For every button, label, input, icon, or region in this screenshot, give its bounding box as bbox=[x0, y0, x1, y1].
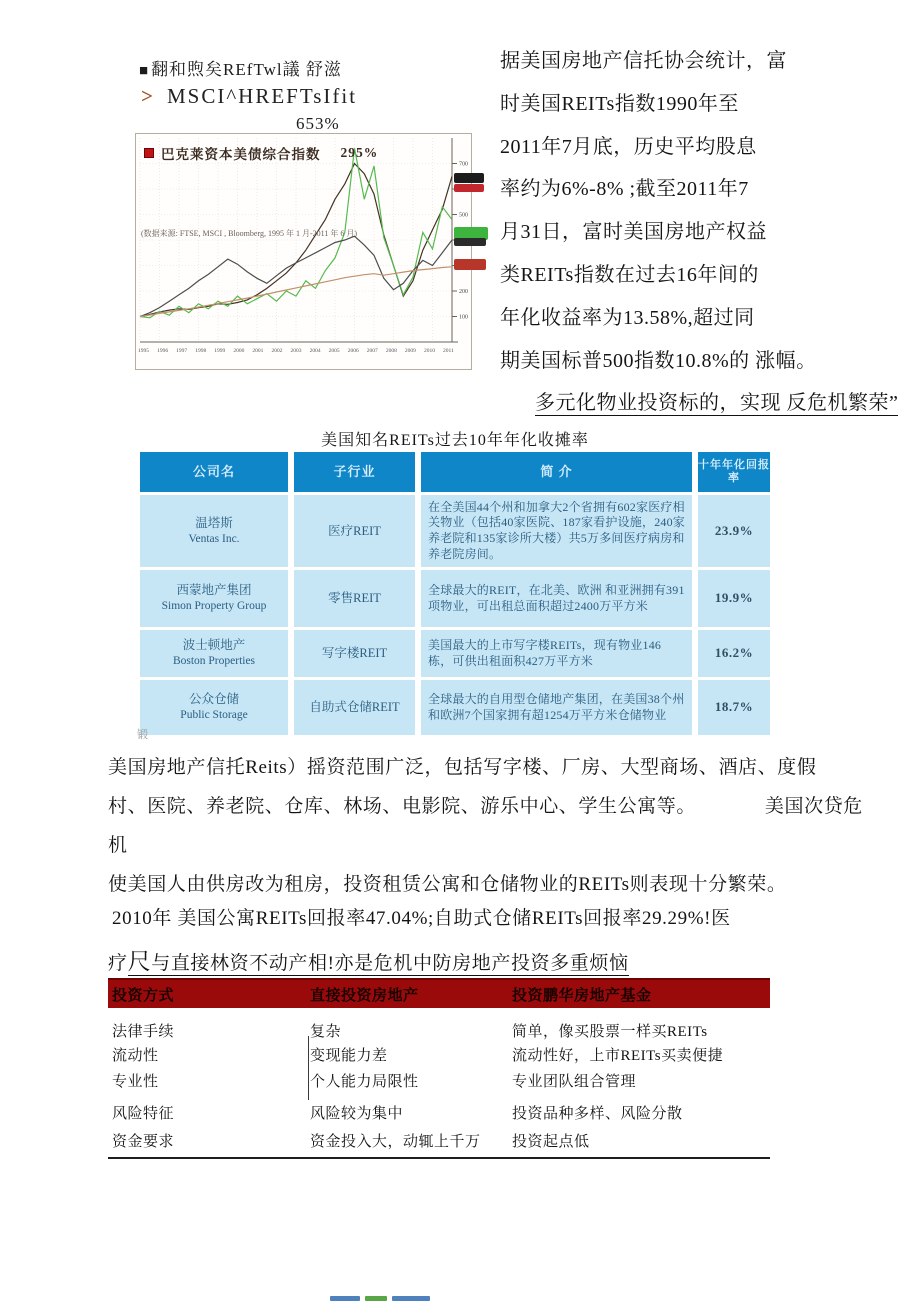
column-header: 简 介 bbox=[421, 452, 692, 492]
table-cell-return: 19.9% bbox=[698, 570, 770, 627]
text-line: 类REITs指数在过去16年间的 bbox=[500, 263, 759, 286]
table-row: 法律手续 复杂 简单，像买股票一样买REITs bbox=[112, 1024, 708, 1040]
comparison-table-header bbox=[108, 978, 770, 1008]
reits-table-title: 美国知名REITs过去10年年化收摊率 bbox=[321, 432, 589, 449]
chevron-right-icon: > bbox=[141, 84, 155, 108]
text-line: 年化收益率为13.58%,超过同 bbox=[500, 306, 755, 329]
footer-marks bbox=[330, 1296, 430, 1301]
header-cell: 投资鹏华房地产基金 bbox=[512, 987, 652, 1004]
paragraph-line: 2010年 美国公寓REITs回报率47.04%;自助式仓储REITs回报率29.29%!医 bbox=[112, 908, 731, 929]
table-cell-sector: 自助式仓储REIT bbox=[294, 680, 415, 735]
table-cell-company: 波士顿地产 Boston Properties bbox=[140, 630, 288, 677]
table-cell-description: 在全美国44个州和加拿大2个省拥有602家医疗相关物业（包括40家医院、187家看护设施，240家养老院和135家诊所大楼）共5万多间医疗病房和养老院房间。 bbox=[421, 495, 692, 567]
table-cell-sector: 医疗REIT bbox=[294, 495, 415, 567]
table-cell-company: 温塔斯 Ventas Inc. bbox=[140, 495, 288, 567]
table-cell-sector: 写字楼REIT bbox=[294, 630, 415, 677]
text-line: 时美国REITs指数1990年至 bbox=[500, 92, 739, 115]
table-cell-description: 全球最大的REIT，在北美、欧洲 和亚洲拥有391项物业，可出租总面积超过2400万平方米 bbox=[421, 570, 692, 627]
right-text-column bbox=[500, 44, 920, 429]
black-square-marker: ■ bbox=[139, 63, 150, 79]
table-cell-sector: 零售REIT bbox=[294, 570, 415, 627]
table-cell-return: 16.2% bbox=[698, 630, 770, 677]
table-cell-return: 23.9% bbox=[698, 495, 770, 567]
text-line: 据美国房地产信托协会统计，富 bbox=[500, 50, 787, 72]
table-row: 资金要求 资金投入大，动辄上千万 投资起点低 bbox=[112, 1134, 590, 1150]
chart-caption-line1 bbox=[139, 55, 342, 80]
svg-text:500: 500 bbox=[459, 212, 468, 219]
chart-x-axis-labels: 1995 1996 1997 1998 1999 2000 2001 2002 2003 2004 2005 2006 2007 2008 2009 2010 2011 bbox=[138, 348, 454, 354]
stray-character: 锻 bbox=[137, 729, 148, 741]
bottom-rule bbox=[108, 1157, 770, 1159]
series-name-text: MSCI^HREFTsIfit bbox=[166, 84, 358, 108]
legend-value: 295% bbox=[340, 145, 379, 160]
column-divider-line bbox=[308, 1036, 309, 1100]
text-line: 月31日，富时美国房地产权益 bbox=[500, 221, 767, 244]
chart-plot bbox=[136, 134, 471, 369]
table-row: 专业性 个人能力局限性 专业团队组合管理 bbox=[112, 1074, 637, 1090]
reits-table bbox=[140, 452, 770, 735]
line-chart bbox=[135, 133, 472, 370]
header-cell: 投资方式 bbox=[112, 987, 175, 1004]
paragraph-line-underlined: 疗尺与直接林资不动产相!亦是危机中防房地产投资多重烦恼 bbox=[108, 949, 629, 974]
table-row: 风险特征 风险较为集中 投资品种多样、风险分散 bbox=[112, 1106, 683, 1122]
table-cell-description: 美国最大的上市写字楼REITs，现有物业146 栋，可供出租面积427万平方米 bbox=[421, 630, 692, 677]
column-header: 十年年化回报率 bbox=[698, 452, 770, 492]
paragraph-line: 村、医院、养老院、仓库、林场、电影院、游乐中心、学生公寓等。 美国次贷危 bbox=[108, 796, 863, 817]
chart-series-caption bbox=[141, 84, 357, 109]
column-header: 子行业 bbox=[294, 452, 415, 492]
svg-text:700: 700 bbox=[459, 161, 468, 168]
chart-caption-text: 翻和煦矣REfTwl議 舒滋 bbox=[151, 60, 342, 79]
column-header: 公司名 bbox=[140, 452, 288, 492]
header-cell: 直接投资房地产 bbox=[310, 987, 419, 1004]
text-line-underlined: 多元化物业投资标的，实现 反危机繁荣” bbox=[535, 392, 899, 415]
chart-legend bbox=[144, 143, 378, 163]
text-line: 期美国标普500指数10.8%的 涨幅。 bbox=[500, 349, 817, 372]
svg-text:100: 100 bbox=[459, 314, 468, 321]
comparison-table bbox=[108, 978, 770, 1163]
paragraph-line: 机 bbox=[108, 835, 128, 856]
table-cell-return: 18.7% bbox=[698, 680, 770, 735]
table-cell-company: 公众仓储 Public Storage bbox=[140, 680, 288, 735]
text-line: 2011年7月底，历史平均股息 bbox=[500, 135, 757, 158]
table-cell-description: 全球最大的自用型仓储地产集团，在美国38个州和欧洲7个国家拥有超1254万平方米仓储物业 bbox=[421, 680, 692, 735]
legend-label: 巴克莱资本美债综合指数 bbox=[161, 147, 321, 162]
series-return-value: 653% bbox=[296, 114, 340, 133]
text-line: 率约为6%-8% ;截至2011年7 bbox=[500, 178, 749, 201]
paragraph-line: 美国房地产信托Reits）摇资范围广泛，包括写字楼、厂房、大型商场、酒店、度假 bbox=[108, 757, 817, 778]
table-cell-company: 西蒙地产集团 Simon Property Group bbox=[140, 570, 288, 627]
legend-red-square-icon bbox=[144, 148, 154, 158]
svg-text:200: 200 bbox=[459, 289, 468, 295]
table-row: 流动性 变现能力差 流动性好，上市REITs买卖便捷 bbox=[112, 1048, 724, 1064]
paragraph-line: 使美国人由供房改为租房，投资租赁公寓和仓储物业的REITs则表现十分繁荣。 bbox=[108, 874, 787, 895]
chart-source-note: (数据来源: FTSE, MSCI , Bloomberg, 1995 年 1 月-2011 年 6 月) bbox=[141, 229, 358, 238]
